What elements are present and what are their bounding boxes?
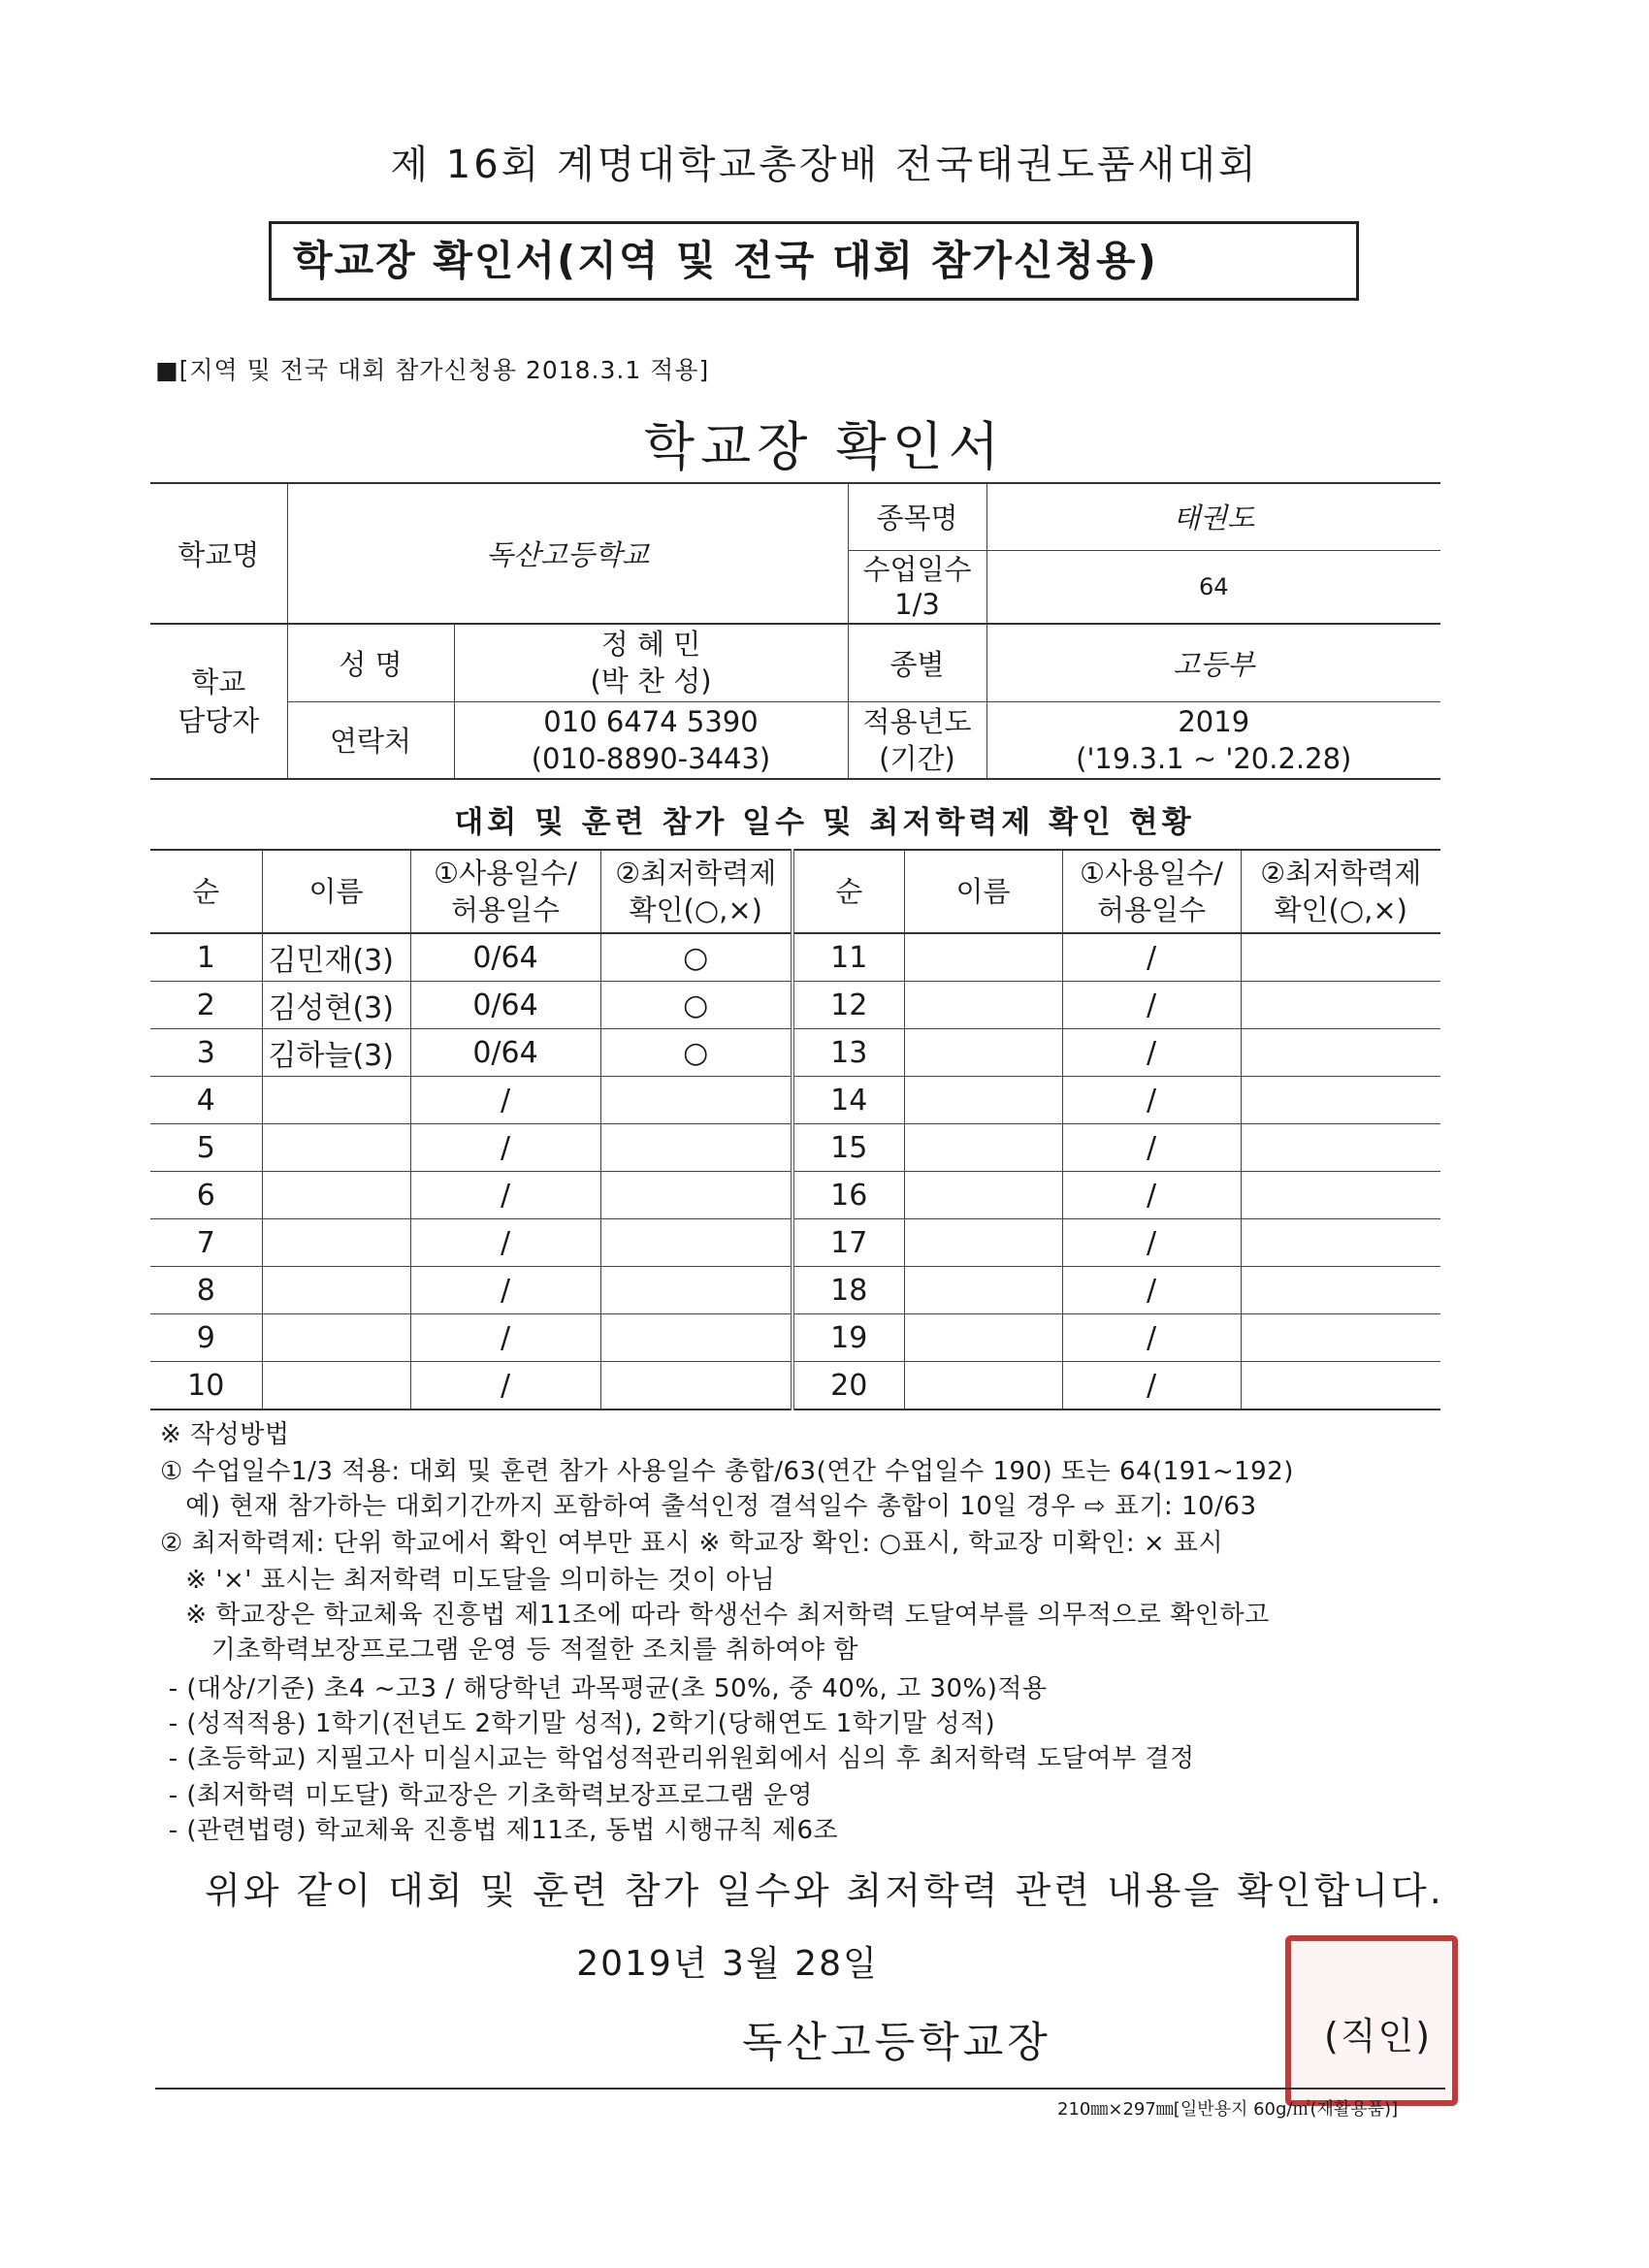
row-days-used: / [410,1267,600,1314]
year-label-line2: (기간) [879,741,955,775]
row-days-used: / [410,1077,600,1124]
row-player-name [904,1124,1062,1172]
row-min-academic-check: ○ [600,982,792,1029]
row-player-name [904,1362,1062,1410]
players-table-body [150,850,1440,1409]
row-no: 12 [792,982,904,1029]
sport-label: 종목명 [848,483,986,550]
days-header-line1: ①사용일수/ [434,857,577,890]
row-min-academic-check: ○ [600,1029,792,1077]
applicability-note: ■[지역 및 전국 대회 참가신청용 2018.3.1 적용] [155,356,710,384]
manager-label-line2: 담당자 [178,704,260,737]
confirmation-statement: 위와 같이 대회 및 훈련 참가 일수와 최저학력 관련 내용을 확인합니다. [205,1869,1444,1912]
days-header-line2: 허용일수 [1096,893,1207,926]
row-min-academic-check [600,1267,792,1314]
row-no: 13 [792,1029,904,1077]
row-days-used: / [1062,933,1241,982]
manager-label-line1: 학교 [191,665,246,698]
table-row [150,1172,1440,1219]
row-no: 19 [792,1314,904,1362]
row-no: 17 [792,1219,904,1267]
row-player-name [904,1029,1062,1077]
row-player-name [904,982,1062,1029]
table-row [150,1314,1440,1362]
table-row [150,1124,1440,1172]
col-no-header-right: 순 [792,850,904,933]
row-days-used: / [1062,982,1241,1029]
note-line: - (최저학력 미도달) 학교장은 기초학력보장프로그램 운영 [160,1781,813,1810]
row-min-academic-check [1241,1172,1440,1219]
col-check-header-left [600,850,792,933]
col-days-header-left [410,850,600,933]
note-line: - (성적적용) 1학기(전년도 2학기말 성적), 2학기(당해연도 1학기말 성적) [160,1709,996,1738]
row-player-name [262,1124,410,1172]
row-player-name [904,1219,1062,1267]
row-player-name [904,1314,1062,1362]
manager-label [150,624,287,779]
row-player-name [904,1267,1062,1314]
division-value: 고등부 [986,624,1440,701]
row-days-used: 0/64 [410,1029,600,1077]
row-min-academic-check [1241,1029,1440,1077]
row-min-academic-check [1241,1267,1440,1314]
year-label [848,701,986,779]
row-days-used: / [410,1362,600,1410]
contact-value [454,701,848,779]
note-line: ① 수업일수1/3 적용: 대회 및 훈련 참가 사용일수 총합/63(연간 수업일수 190) 또는 64(191~192) [160,1457,1294,1486]
note-line: 기초학력보장프로그램 운영 등 적절한 조치를 취하여야 함 [160,1636,858,1665]
col-no-header-left: 순 [150,850,262,933]
row-no: 6 [150,1172,262,1219]
name-label: 성 명 [287,624,454,701]
row-no: 1 [150,933,262,982]
row-player-name: 김성현(3) [262,982,410,1029]
row-min-academic-check [600,1362,792,1410]
paper-specification: 210㎜×297㎜[일반용지 60g/㎡(재활용품)] [1057,2099,1399,2120]
contact-line2: (010-8890-3443) [531,741,771,775]
form-title-box: 학교장 확인서(지역 및 전국 대회 참가신청용) [269,221,1359,301]
year-value-line1: 2019 [1178,704,1250,738]
row-days-used: / [1062,1172,1241,1219]
table-row [150,1029,1440,1077]
row-days-used: / [1062,1077,1241,1124]
row-player-name [262,1077,410,1124]
note-line: - (관련법령) 학교체육 진흥법 제11조, 동법 시행규칙 제6조 [160,1816,839,1845]
row-min-academic-check [600,1314,792,1362]
row-days-used: / [410,1314,600,1362]
row-no: 15 [792,1124,904,1172]
row-min-academic-check [1241,1362,1440,1410]
class-days-value: 64 [986,550,1440,624]
col-name-header-right: 이름 [904,850,1062,933]
row-min-academic-check [1241,982,1440,1029]
school-name-label: 학교명 [150,483,287,624]
row-no: 7 [150,1219,262,1267]
document-title: 학교장 확인서 [643,416,1006,477]
class-days-label [848,550,986,624]
bottom-divider [155,2088,1445,2090]
row-min-academic-check [600,1124,792,1172]
row-no: 11 [792,933,904,982]
row-player-name [904,933,1062,982]
row-min-academic-check [1241,1219,1440,1267]
manager-name-value [454,624,848,701]
row-player-name: 김하늘(3) [262,1029,410,1077]
year-value-line2: ('19.3.1 ~ '20.2.28) [1076,741,1352,775]
note-line: ※ 작성방법 [160,1420,290,1449]
table-row [150,1362,1440,1410]
row-player-name [262,1267,410,1314]
row-days-used: / [1062,1219,1241,1267]
row-no: 4 [150,1077,262,1124]
check-header-line2: 확인(○,×) [1274,893,1407,926]
row-min-academic-check [600,1077,792,1124]
row-player-name [904,1172,1062,1219]
row-min-academic-check [600,1172,792,1219]
row-no: 10 [150,1362,262,1410]
row-days-used: / [1062,1124,1241,1172]
row-min-academic-check [1241,1124,1440,1172]
row-player-name [262,1172,410,1219]
row-days-used: / [410,1172,600,1219]
table-row [150,1267,1440,1314]
note-line: - (대상/기준) 초4 ~고3 / 해당학년 과목평균(초 50%, 중 40%, 고 30%)적용 [160,1674,1048,1703]
row-min-academic-check [1241,933,1440,982]
table-row [150,1219,1440,1267]
players-table [150,849,1440,1410]
days-header-line1: ①사용일수/ [1080,857,1223,890]
row-days-used: / [1062,1029,1241,1077]
school-principal: 독산고등학교장 [742,2019,1051,2067]
table-row [150,1077,1440,1124]
school-name-value: 독산고등학교 [287,483,848,624]
table-row [150,933,1440,982]
year-value [986,701,1440,779]
row-days-used: / [410,1219,600,1267]
manager-name-line2: (박 찬 성) [590,664,712,698]
issue-date: 2019년 3월 28일 [576,1944,879,1984]
row-no: 5 [150,1124,262,1172]
row-no: 20 [792,1362,904,1410]
col-days-header-right [1062,850,1241,933]
status-section-title: 대회 및 훈련 참가 일수 및 최저학력제 확인 현황 [454,805,1195,840]
table-row [150,982,1440,1029]
row-days-used: / [410,1124,600,1172]
row-no: 9 [150,1314,262,1362]
days-header-line2: 허용일수 [450,893,561,926]
row-days-used: 0/64 [410,982,600,1029]
class-days-label-line1: 수업일수 [862,552,972,586]
note-line: ② 최저학력제: 단위 학교에서 확인 여부만 표시 ※ 학교장 확인: ○표시, 학교장 미확인: × 표시 [160,1529,1224,1558]
contact-line1: 010 6474 5390 [543,704,759,738]
division-label: 종별 [848,624,986,701]
check-header-line1: ②최저학력제 [615,857,777,890]
note-line: ※ '×' 표시는 최저학력 미도달을 의미하는 것이 아님 [160,1566,776,1595]
col-name-header-left: 이름 [262,850,410,933]
note-line: ※ 학교장은 학교체육 진흥법 제11조에 따라 학생선수 최저학력 도달여부를 의무적으로 확인하고 [160,1601,1270,1630]
seal-label: (직인) [1324,2015,1433,2057]
row-no: 16 [792,1172,904,1219]
row-player-name: 김민재(3) [262,933,410,982]
col-check-header-right [1241,850,1440,933]
row-no: 18 [792,1267,904,1314]
row-no: 14 [792,1077,904,1124]
note-line: 예) 현재 참가하는 대회기간까지 포함하여 출석인정 결석일수 총합이 10일 경우 ⇨ 표기: 10/63 [160,1492,1257,1521]
sport-value: 태권도 [986,483,1440,550]
row-min-academic-check: ○ [600,933,792,982]
row-days-used: 0/64 [410,933,600,982]
manager-name-line1: 정 혜 민 [600,628,701,662]
row-player-name [904,1077,1062,1124]
row-no: 3 [150,1029,262,1077]
school-info-table [150,482,1440,780]
row-player-name [262,1362,410,1410]
row-no: 8 [150,1267,262,1314]
row-days-used: / [1062,1314,1241,1362]
event-title: 제 16회 계명대학교총장배 전국태권도품새대회 [390,143,1259,187]
check-header-line1: ②최저학력제 [1260,857,1422,890]
row-days-used: / [1062,1267,1241,1314]
class-days-label-line2: 1/3 [894,587,940,621]
row-no: 2 [150,982,262,1029]
row-days-used: / [1062,1362,1241,1410]
row-player-name [262,1219,410,1267]
row-player-name [262,1314,410,1362]
note-line: - (초등학교) 지필고사 미실시교는 학업성적관리위원회에서 심의 후 최저학력 도달여부 결정 [160,1744,1195,1773]
year-label-line1: 적용년도 [862,704,972,738]
row-min-academic-check [1241,1077,1440,1124]
check-header-line2: 확인(○,×) [629,893,762,926]
contact-label: 연락처 [287,701,454,779]
row-min-academic-check [1241,1314,1440,1362]
row-min-academic-check [600,1219,792,1267]
